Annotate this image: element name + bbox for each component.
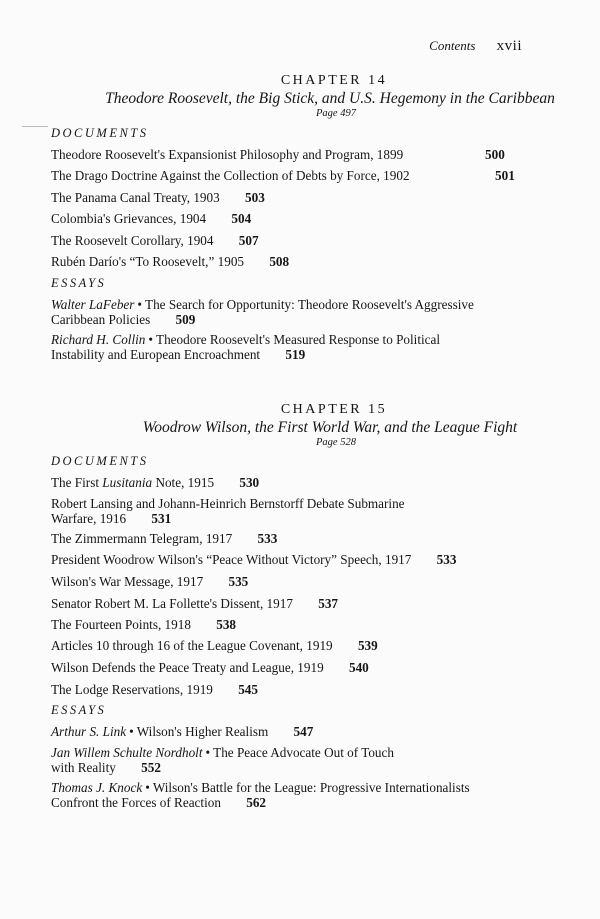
toc-entry[interactable] <box>51 254 551 269</box>
toc-essay-entry[interactable] <box>51 780 551 810</box>
entry-title: The Lodge Reservations, 1919 <box>51 682 213 697</box>
chapter-title: Woodrow Wilson, the First World War, and the League Fight <box>142 419 518 436</box>
entry-title: Wilson's War Message, 1917 <box>51 574 204 589</box>
entry-page: 500 <box>485 147 505 162</box>
toc-essay-entry[interactable] <box>51 745 551 775</box>
toc-essay-entry[interactable] <box>51 332 551 362</box>
entry-title-prefix: The First <box>51 475 103 490</box>
entry-page: 537 <box>318 596 338 611</box>
entry-page: 503 <box>245 190 265 205</box>
chapter-start-page: Page 528 <box>316 437 356 448</box>
essay-title-line2: with Reality <box>51 760 116 775</box>
bullet-icon: • <box>137 297 143 312</box>
toc-entry[interactable] <box>51 682 551 697</box>
essay-author: Arthur S. Link <box>51 724 127 739</box>
toc-entry[interactable] <box>51 496 551 526</box>
entry-page: 507 <box>238 233 259 248</box>
essay-title-line1: Wilson's Higher Realism <box>136 724 269 739</box>
essay-title-line2: Caribbean Policies <box>51 312 151 327</box>
toc-entry[interactable] <box>51 552 551 567</box>
entry-title: President Woodrow Wilson's “Peace Without Victory” Speech, 1917 <box>51 552 412 567</box>
chapter-14-heading <box>0 73 600 120</box>
entry-title-line1: Robert Lansing and Johann-Heinrich Bernstorff Debate Submarine <box>51 496 405 511</box>
essay-author: Richard H. Collin <box>51 332 146 347</box>
entry-page: 562 <box>246 795 267 810</box>
documents-label: DOCUMENTS <box>51 454 149 468</box>
toc-entry[interactable] <box>51 531 551 546</box>
running-head-title: Contents <box>429 38 476 53</box>
entry-title: Colombia's Grievances, 1904 <box>51 211 207 226</box>
essay-title-line1: Theodore Roosevelt's Measured Response to Political <box>156 332 441 347</box>
entry-title-line2: Warfare, 1916 <box>51 511 127 526</box>
toc-entry[interactable] <box>51 660 551 675</box>
entry-page: 531 <box>151 511 172 526</box>
toc-entry[interactable] <box>51 475 551 490</box>
toc-entry[interactable] <box>51 596 551 611</box>
toc-entry[interactable] <box>51 638 551 653</box>
entry-page: 533 <box>257 531 278 546</box>
entry-page: 504 <box>231 211 252 226</box>
entry-title: The Panama Canal Treaty, 1903 <box>51 190 220 205</box>
entry-page: 501 <box>495 168 515 183</box>
entry-title: Senator Robert M. La Follette's Dissent, 1917 <box>51 596 293 611</box>
entry-title: Rubén Darío's “To Roosevelt,” 1905 <box>51 254 245 269</box>
entry-page: 509 <box>175 312 196 327</box>
entry-page: 547 <box>293 724 314 739</box>
essay-title-line1: Wilson's Battle for the League: Progressive Internationalists <box>152 780 470 795</box>
entry-title: The Roosevelt Corollary, 1904 <box>51 233 214 248</box>
entry-title: Wilson Defends the Peace Treaty and League, 1919 <box>51 660 324 675</box>
section-rule <box>22 126 48 127</box>
chapter-15-heading <box>0 402 600 449</box>
entry-title: The Drago Doctrine Against the Collection of Debts by Force, 1902 <box>51 168 410 183</box>
entry-page: 533 <box>436 552 457 567</box>
entry-page: 535 <box>228 574 249 589</box>
chapter-label: CHAPTER 14 <box>280 73 388 88</box>
entry-page: 538 <box>216 617 237 632</box>
essay-author: Thomas J. Knock <box>51 780 143 795</box>
essay-title-line2: Confront the Forces of Reaction <box>51 795 221 810</box>
toc-essay-entry[interactable] <box>51 724 551 739</box>
essays-label: ESSAYS <box>51 703 107 717</box>
running-head <box>429 38 522 55</box>
entry-title-suffix: Note, 1915 <box>152 475 215 490</box>
bullet-icon: • <box>205 745 211 760</box>
entry-page: 540 <box>348 660 369 675</box>
essays-label: ESSAYS <box>51 276 107 290</box>
entry-title: Theodore Roosevelt's Expansionist Philosophy and Program, 1899 <box>51 147 404 162</box>
toc-entry[interactable] <box>51 233 551 248</box>
entry-page: 530 <box>239 475 260 490</box>
toc-entry[interactable] <box>51 168 551 183</box>
bullet-icon: • <box>148 332 154 347</box>
entry-title: The Zimmermann Telegram, 1917 <box>51 531 233 546</box>
toc-essay-entry[interactable] <box>51 297 551 327</box>
essay-author: Walter LaFeber <box>51 297 135 312</box>
essay-title-line1: The Peace Advocate Out of Touch <box>213 745 394 760</box>
toc-entry[interactable] <box>51 147 551 162</box>
entry-title: The Fourteen Points, 1918 <box>51 617 191 632</box>
entry-title: Articles 10 through 16 of the League Covenant, 1919 <box>51 638 333 653</box>
toc-entry[interactable] <box>51 617 551 632</box>
documents-label: DOCUMENTS <box>51 126 149 140</box>
entry-page: 508 <box>269 254 290 269</box>
chapter-title: Theodore Roosevelt, the Big Stick, and U.S. Hegemony in the Caribbean <box>105 90 555 107</box>
entry-page: 545 <box>238 682 258 697</box>
entry-page: 519 <box>285 347 306 362</box>
bullet-icon: • <box>145 780 150 795</box>
entry-page: 539 <box>357 638 378 653</box>
bullet-icon: • <box>129 724 134 739</box>
entry-page: 552 <box>141 760 161 775</box>
toc-entry[interactable] <box>51 574 551 589</box>
chapter-label: CHAPTER 15 <box>280 402 388 417</box>
toc-entry[interactable] <box>51 211 551 226</box>
toc-entry[interactable] <box>51 190 551 205</box>
essay-title-line1: The Search for Opportunity: Theodore Roosevelt's Aggressive <box>145 297 474 312</box>
essay-title-line2: Instability and European Encroachment <box>51 347 261 362</box>
entry-title-italic: Lusitania <box>102 475 153 490</box>
chapter-start-page: Page 497 <box>316 108 356 119</box>
running-head-page-number: xvii <box>496 38 522 54</box>
essay-author: Jan Willem Schulte Nordholt <box>51 745 203 760</box>
